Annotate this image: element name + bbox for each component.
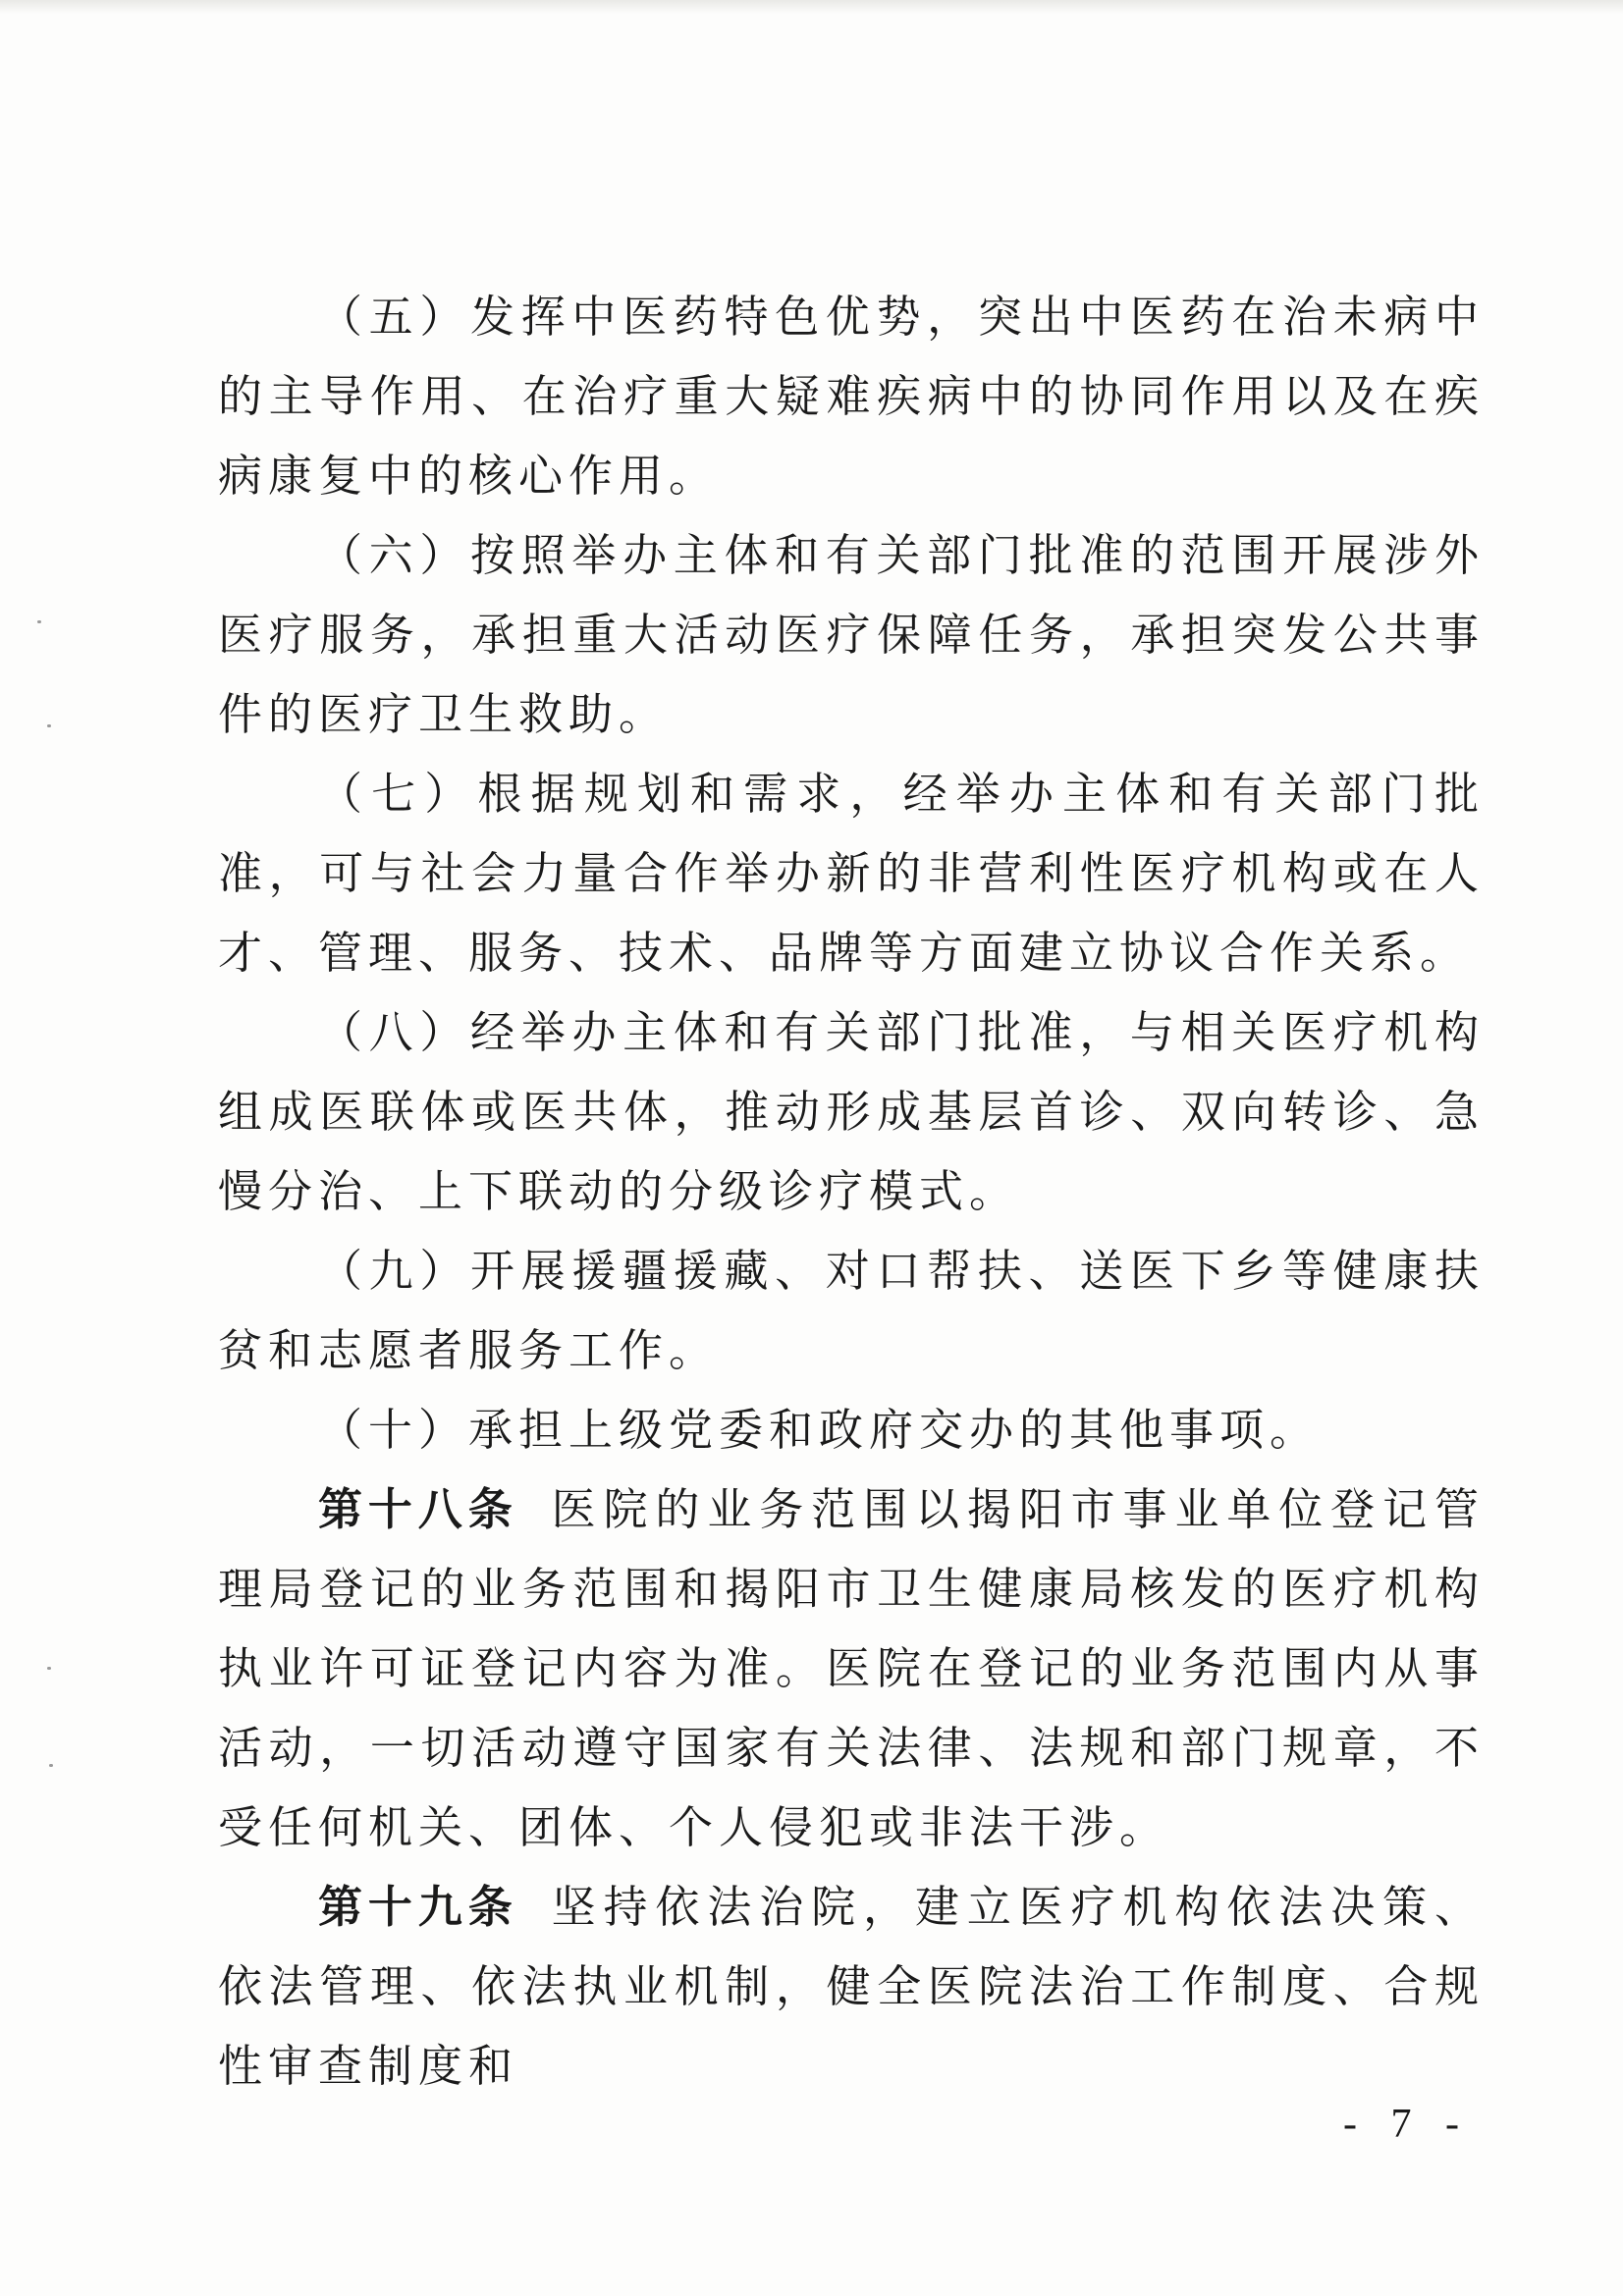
clause-6: （六）按照举办主体和有关部门批准的范围开展涉外医疗服务，承担重大活动医疗保障任务，承担突发公共事件的医疗卫生救助。 (218, 529, 1485, 740)
article-18 (218, 1469, 1485, 1867)
article-19 (218, 1867, 1485, 2106)
scan-speck (49, 1764, 53, 1767)
article-19-text: 坚持依法治院，建立医疗机构依法决策、依法管理、依法执业机制，健全医院法治工作制度、合规性审查制度和 (218, 1881, 1485, 2092)
clause-5: （五）发挥中医药特色优势，突出中医药在治未病中的主导作用、在治疗重大疑难疾病中的协同作用以及在疾病康复中的核心作用。 (218, 291, 1485, 502)
clause-10: （十）承担上级党委和政府交办的其他事项。 (318, 1404, 1321, 1456)
scan-speck (47, 1667, 51, 1670)
clause-9: （九）开展援疆援藏、对口帮扶、送医下乡等健康扶贫和志愿者服务工作。 (218, 1245, 1485, 1376)
scan-speck (37, 620, 41, 623)
clause-7: （七）根据规划和需求，经举办主体和有关部门批准，可与社会力量合作举办新的非营利性医疗机构或在人才、管理、服务、技术、品牌等方面建立协议合作关系。 (218, 768, 1485, 979)
article-18-number: 第十八条 (318, 1483, 518, 1535)
page-number: - 7 - (1343, 2102, 1471, 2147)
scan-speck (47, 724, 51, 727)
article-19-number: 第十九条 (318, 1881, 518, 1933)
article-18-text: 医院的业务范围以揭阳市事业单位登记管理局登记的业务范围和揭阳市卫生健康局核发的医疗机构执业许可证登记内容为准。医院在登记的业务范围内从事活动，一切活动遵守国家有关法律、法规和部门规章，不受任何机关、团体、个人侵犯或非法干涉。 (218, 1483, 1485, 1853)
body-text (218, 277, 1485, 2106)
clause-8: （八）经举办主体和有关部门批准，与相关医疗机构组成医联体或医共体，推动形成基层首诊、双向转诊、急慢分治、上下联动的分级诊疗模式。 (218, 1006, 1485, 1217)
scan-edge-shadow (0, 0, 1623, 14)
